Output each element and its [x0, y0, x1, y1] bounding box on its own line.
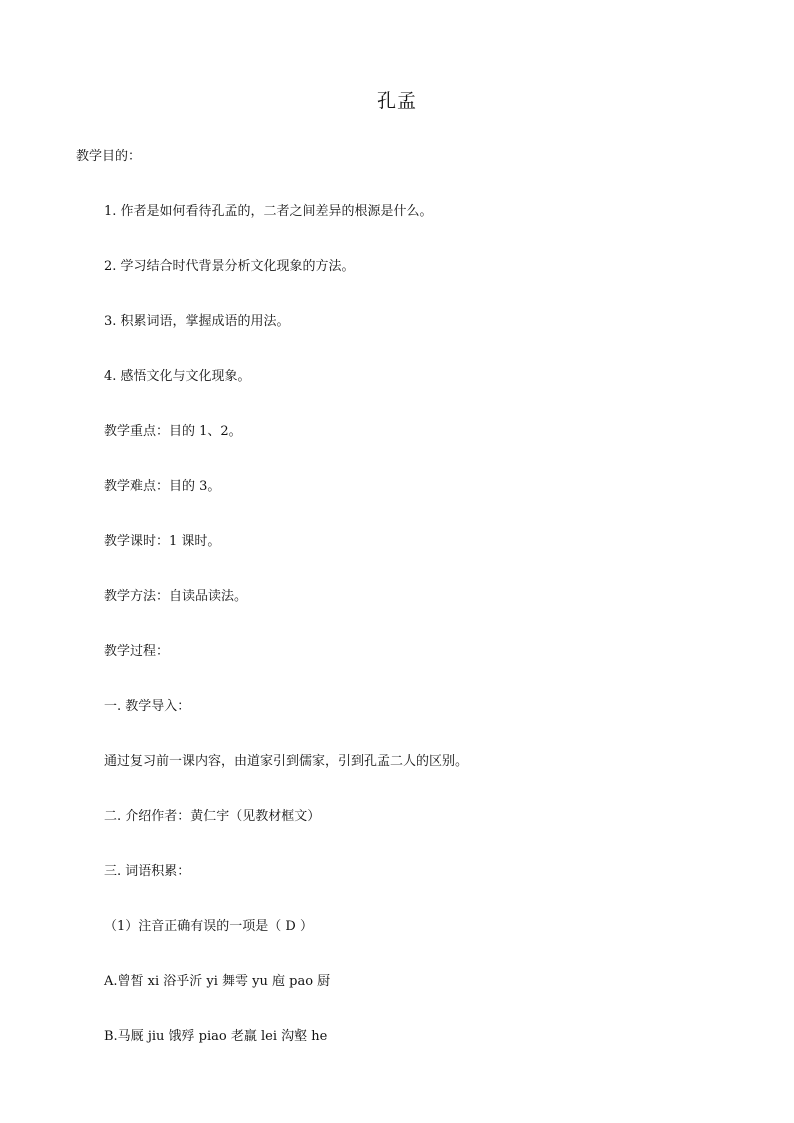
difficult-points: 教学难点：目的 3。	[104, 479, 221, 494]
teaching-method: 教学方法：自读品读法。	[104, 589, 248, 604]
process-heading: 教学过程：	[104, 644, 170, 659]
section-1-heading: 一. 教学导入：	[104, 699, 191, 714]
document-title: 孔孟	[376, 90, 417, 112]
section-3-heading: 三. 词语积累：	[104, 864, 191, 879]
section-2-heading: 二. 介绍作者：黄仁宇（见教材框文）	[104, 809, 321, 824]
objective-item-4: 4. 感悟文化与文化现象。	[104, 369, 251, 384]
class-hours: 教学课时：1 课时。	[104, 534, 221, 549]
option-a: A.曾皙 xi 浴乎沂 yi 舞雩 yu 庖 pao 厨	[104, 974, 331, 989]
objective-item-1: 1. 作者是如何看待孔孟的，二者之间差异的根源是什么。	[104, 204, 433, 219]
objectives-heading: 教学目的：	[76, 149, 142, 164]
objective-item-3: 3. 积累词语，掌握成语的用法。	[104, 314, 290, 329]
section-1-text: 通过复习前一课内容，由道家引到儒家，引到孔孟二人的区别。	[104, 754, 469, 769]
option-b: B.马厩 jiu 饿殍 piao 老羸 lei 沟壑 he	[104, 1029, 328, 1044]
question-1: （1）注音正确有误的一项是（ D ）	[104, 919, 313, 934]
key-points: 教学重点：目的 1、2。	[104, 424, 242, 439]
objective-item-2: 2. 学习结合时代背景分析文化现象的方法。	[104, 259, 355, 274]
